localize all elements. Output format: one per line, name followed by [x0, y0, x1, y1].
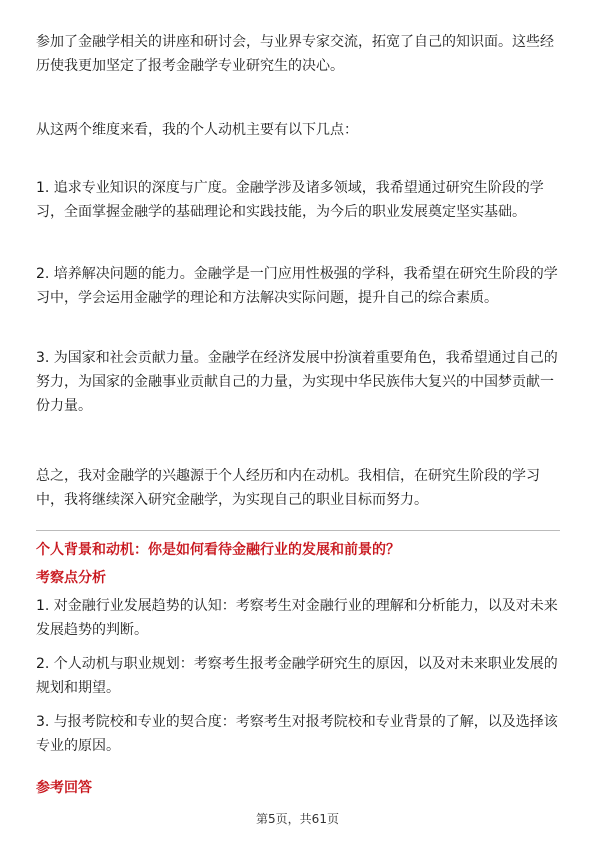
page-footer: 第5页，共61页	[256, 812, 339, 826]
analysis-point-2: 2. 个人动机与职业规划：考察考生报考金融学研究生的原因，以及对未来职业发展的规划和期望。	[36, 656, 558, 696]
continuation-paragraph: 参加了金融学相关的讲座和研讨会，与业界专家交流，拓宽了自己的知识面。这些经历使我更加坚定了报考金融学专业研究生的决心。	[36, 34, 554, 74]
motives-intro: 从这两个维度来看，我的个人动机主要有以下几点：	[36, 122, 358, 138]
reference-heading: 参考回答	[36, 780, 92, 796]
conclusion-paragraph: 总之，我对金融学的兴趣源于个人经历和内在动机。我相信，在研究生阶段的学习中，我将继续深入研究金融学，为实现自己的职业目标而努力。	[36, 468, 540, 508]
question-title: 个人背景和动机：你是如何看待金融行业的发展和前景的？	[36, 542, 400, 558]
motive-item-3: 3. 为国家和社会贡献力量。金融学在经济发展中扮演着重要角色，我希望通过自己的努力，为国家的金融事业贡献自己的力量，为实现中华民族伟大复兴的中国梦贡献一份力量。	[36, 350, 558, 414]
analysis-point-1: 1. 对金融行业发展趋势的认知：考察考生对金融行业的理解和分析能力，以及对未来发展趋势的判断。	[36, 598, 558, 638]
section-divider	[36, 530, 560, 531]
motive-item-1: 1. 追求专业知识的深度与广度。金融学涉及诸多领域，我希望通过研究生阶段的学习，全面掌握金融学的基础理论和实践技能，为今后的职业发展奠定坚实基础。	[36, 180, 544, 220]
motive-item-2: 2. 培养解决问题的能力。金融学是一门应用性极强的学科，我希望在研究生阶段的学习中，学会运用金融学的理论和方法解决实际问题，提升自己的综合素质。	[36, 266, 558, 306]
analysis-point-3: 3. 与报考院校和专业的契合度：考察考生对报考院校和专业背景的了解，以及选择该专业的原因。	[36, 714, 558, 754]
analysis-heading: 考察点分析	[36, 570, 106, 586]
